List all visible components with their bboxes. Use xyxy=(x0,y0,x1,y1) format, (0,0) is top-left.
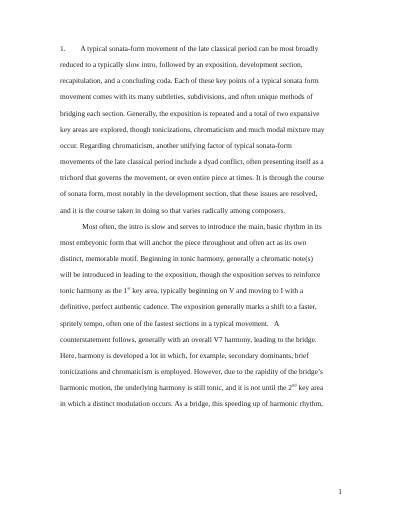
text-segment: key area, typically beginning on V and moving to I with a xyxy=(130,286,304,296)
text-line: Here, harmony is developed a lot in which, for example, secondary dominants, brief xyxy=(60,350,309,360)
text-line: movements of the late classical period include a dyad conflict, often presenting itself as a xyxy=(60,157,324,167)
text-line: movement comes with its many subtleties, subdivisions, and often unique methods of xyxy=(60,92,313,102)
text-segment: harmonic motion, the underlying harmony is still tonic, and it is not until the 2 xyxy=(60,383,292,393)
text-line: recapitulation, and a concluding coda. Each of these key points of a typical sonata form xyxy=(60,76,319,86)
text-line: occur. Regarding chromaticism, another unifying factor of typical sonata-form xyxy=(60,140,292,150)
superscript: nd xyxy=(291,382,297,388)
page-number: 1 xyxy=(338,487,342,496)
text-line: reduced to a typically slow intro, followed by an exposition, development section, xyxy=(60,60,303,70)
text-line: Most often, the intro is slow and serves to introduce the main, basic rhythm in its xyxy=(60,221,322,231)
superscript: st xyxy=(127,285,131,291)
text-line: will be introduced in leading to the exposition, though the exposition serves to reinforce xyxy=(60,270,321,280)
text-line: key areas are explored, though tonicizations, chromaticism and much modal mixture may xyxy=(60,124,325,134)
text-line: of sonata form, most notably in the development section, that these issues are resolved, xyxy=(60,189,318,199)
text-line: 1. A typical sonata-form movement of the late classical period can be most broadly xyxy=(60,44,319,53)
text-segment: key area xyxy=(296,383,324,393)
text-line: tonicizations and chromaticism is employed. However, due to the rapidity of the bridge’s xyxy=(60,367,323,376)
text-line: most embryonic form that will anchor the piece throughout and often act as its own xyxy=(60,237,307,247)
text-line xyxy=(60,286,303,295)
text-line: spritely tempo, often one of the fastest sections in a typical movement. A xyxy=(60,318,280,328)
text-line: and it is the course taken in doing so that varies radically among composers. xyxy=(60,205,286,215)
text-line xyxy=(60,383,323,392)
text-line: counterstatement follows, generally with an overall V7 harmony, leading to the bridge. xyxy=(60,334,317,344)
text-line: trichord that governs the movement, or even entire piece at times. It is through the course xyxy=(60,173,325,183)
text-line: distinct, memorable motif. Beginning in tonic harmony, generally a chromatic note(s) xyxy=(60,253,313,263)
text-line: in which a distinct modulation occurs. As a bridge, this speeding up of harmonic rhythm, xyxy=(60,399,323,409)
text-line: bridging each section. Generally, the exposition is repeated and a total of two expansive xyxy=(60,108,320,118)
text-segment: tonic harmony as the 1 xyxy=(60,286,128,296)
text-line: definitive, perfect authentic cadence. The exposition generally marks a shift to a faster, xyxy=(60,302,317,312)
